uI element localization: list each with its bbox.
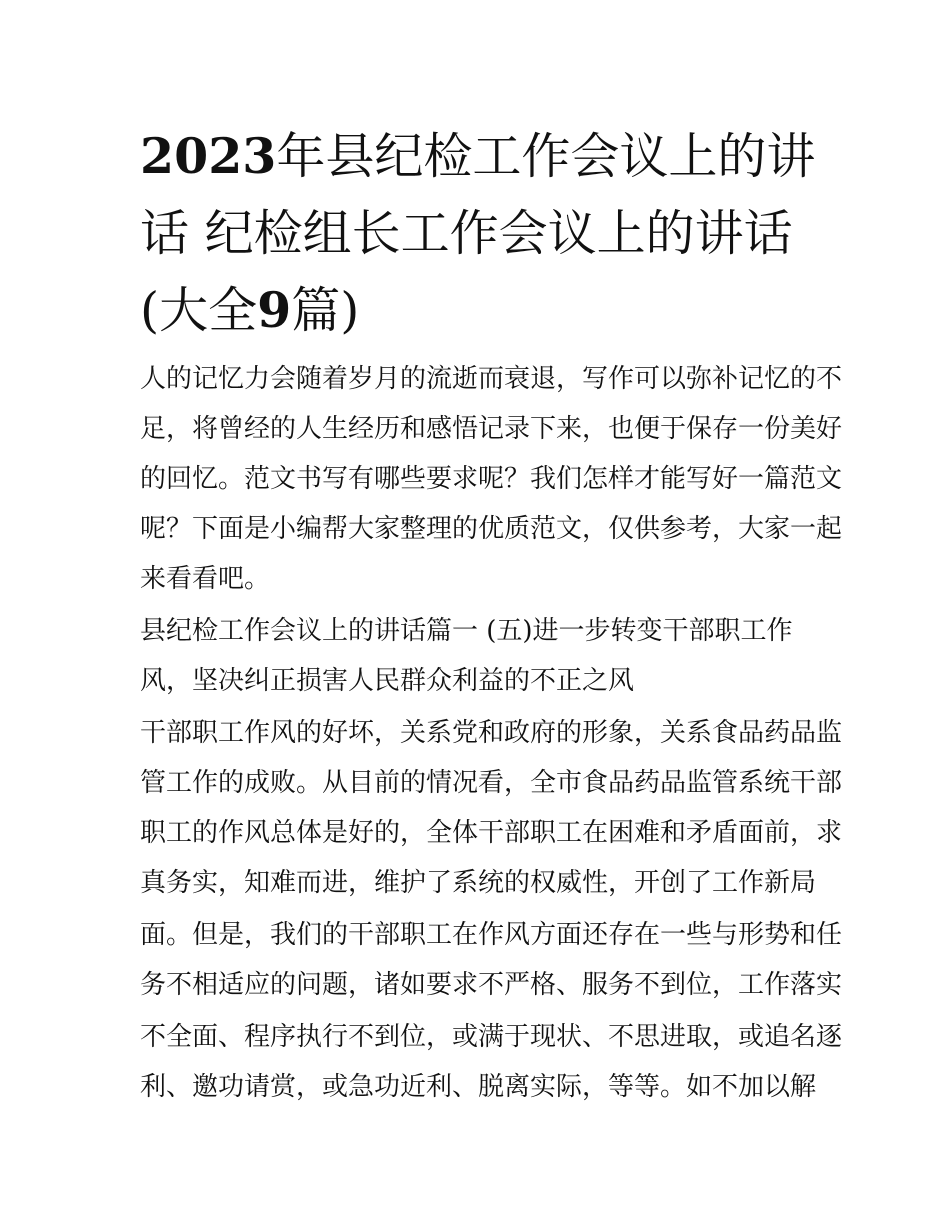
body-line-13: 利、邀功请赏，或急功近利、脱离实际，等等。如不加以解 — [140, 1072, 817, 1102]
title-year: 2023 — [140, 127, 277, 185]
body-line-9: 真务实，知难而进，维护了系统的权威性，开创了工作新局 — [140, 868, 817, 898]
body-line-12: 不全面、程序执行不到位，或满于现状、不思进取，或追名逐 — [140, 1022, 843, 1052]
document-title — [140, 118, 820, 349]
title-line-2: 话 纪检组长工作会议上的讲话 — [140, 205, 793, 262]
title-line-1 — [140, 118, 820, 195]
body-line-7: 管工作的成败。从目前的情况看，全市食品药品监管系统干部 — [140, 768, 843, 798]
section-heading-line-1: 县纪检工作会议上的讲话篇一 (五)进一步转变干部职工作 — [140, 616, 793, 646]
body-line-11: 务不相适应的问题，诸如要求不严格、服务不到位，工作落实 — [140, 970, 843, 1000]
title-line-3-close: 篇) — [291, 282, 360, 339]
body-line-5: 来看看吧。 — [140, 564, 271, 594]
body-line-6: 干部职工作风的好坏，关系党和政府的形象，关系食品药品监 — [140, 718, 843, 748]
title-line-3 — [140, 272, 820, 349]
body-line-1: 人的记忆力会随着岁月的流逝而衰退，写作可以弥补记忆的不 — [140, 364, 843, 394]
body-line-10: 面。但是，我们的干部职工在作风方面还存在一些与形势和任 — [140, 920, 843, 950]
body-line-8: 职工的作风总体是好的，全体干部职工在困难和矛盾面前，求 — [140, 818, 843, 848]
body-line-2: 足，将曾经的人生经历和感悟记录下来，也便于保存一份美好 — [140, 414, 843, 444]
section-heading-line-2: 风，坚决纠正损害人民群众利益的不正之风 — [140, 666, 635, 696]
title-count: 9 — [257, 281, 292, 339]
title-line-1-text: 年县纪检工作会议上的讲 — [276, 128, 816, 185]
body-line-3: 的回忆。范文书写有哪些要求呢？我们怎样才能写好一篇范文 — [140, 464, 843, 494]
body-line-4: 呢？下面是小编帮大家整理的优质范文，仅供参考，大家一起 — [140, 514, 843, 544]
title-line-3-open: (大全 — [140, 282, 258, 339]
